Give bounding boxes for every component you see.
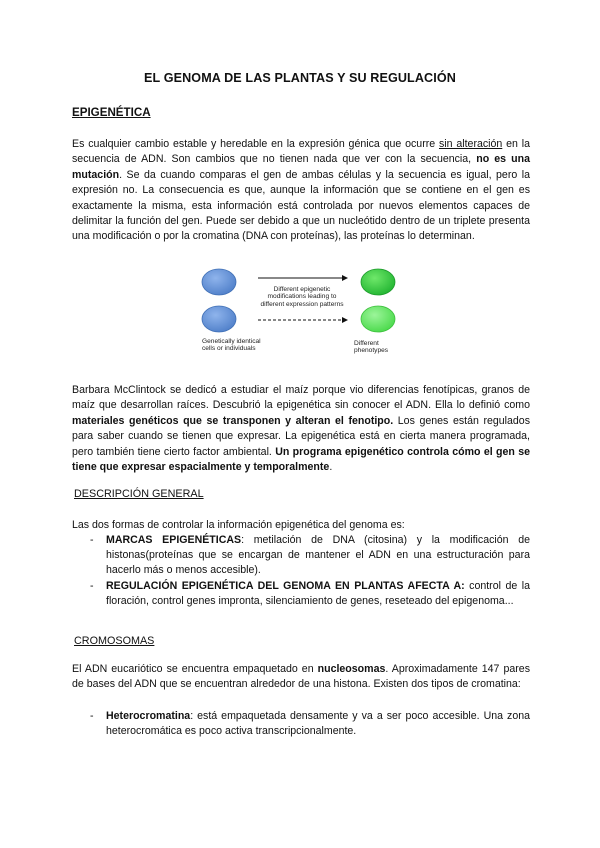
- blue-cell-bottom: [202, 306, 236, 332]
- page-title: EL GENOMA DE LAS PLANTAS Y SU REGULACIÓN: [144, 71, 456, 85]
- paragraph-descripcion-intro: Las dos formas de controlar la información epigenética del genoma es:: [72, 519, 405, 531]
- list-item: - REGULACIÓN EPIGENÉTICA DEL GENOMA EN PLANTAS AFECTA A: control de la floración, control genes impronta, silenciamiento de genes, reseteado del epigenoma...: [90, 579, 531, 607]
- figure-left-label: Genetically identical cells or individuals: [202, 338, 261, 353]
- epigenetics-figure: [196, 266, 412, 366]
- green-cell-bottom: [361, 306, 395, 332]
- figure-arrow-label: Different epigenetic modifications leading to different expression patterns: [260, 286, 344, 308]
- list-item: - MARCAS EPIGENÉTICAS: metilación de DNA (citosina) y la modificación de histonas(proteínas que se encargan de mantener el ADN en una estructuración para hacerlo más o menos accesible).: [90, 534, 530, 577]
- list-descripcion: [72, 533, 530, 609]
- figure-right-label: Different phenotypes: [354, 340, 389, 355]
- list-cromosomas: [72, 709, 530, 739]
- heading-epigenetica: EPIGENÉTICA: [72, 106, 151, 119]
- paragraph-cromosomas: El ADN eucariótico se encuentra empaquetado en nucleosomas. Aproximadamente 147 pares de bases del ADN que se encuentran alrededor de una histona. Existen dos tipos de cromatina:: [72, 663, 530, 691]
- heading-descripcion-general: DESCRIPCIÓN GENERAL: [74, 488, 204, 500]
- paragraph-mcclintock: Barbara McClintock se dedicó a estudiar el maíz porque vio diferencias fenotípicas, granos de maíz que desarrollan raíces. Descubrió la epigenética sin conocer el ADN. Ella lo definió como materiales genéticos que se transponen y alteran el fenotipo. Los genes están regulados para saber cuando se tienen que expresar. La epigenética está en cierta manera programada, pero también tiene cierto factor ambiental. Un programa epigenético controla cómo el gen se tiene que expresar espacialmente y temporalmente.: [72, 384, 530, 474]
- heading-cromosomas: CROMOSOMAS: [74, 635, 155, 647]
- paragraph-epigenetica-definition: Es cualquier cambio estable y heredable en la expresión génica que ocurre sin alteración en la secuencia de ADN. Son cambios que no tienen nada que ver con la secuencia, no es una mutación. Se da cuando comparas el gen de ambas células y la secuencia es igual, pero la expresión no. La consecuencia es que, aunque la información que se contiene en el gen es exactamente la misma, esta información está controlada por nuevos elementos capaces de delimitar la función del gen. Puede ser debido a que un nucleótido dentro de un triplete presenta una modificación o por la cromatina (DNA con proteínas), las proteínas lo determinan.: [72, 138, 531, 243]
- list-item: - Heterocromatina: está empaquetada densamente y va a ser poco accesible. Una zona heterocromática es poco activa transcripcionalmente.: [90, 710, 530, 738]
- green-cell-top: [361, 269, 395, 295]
- blue-cell-top: [202, 269, 236, 295]
